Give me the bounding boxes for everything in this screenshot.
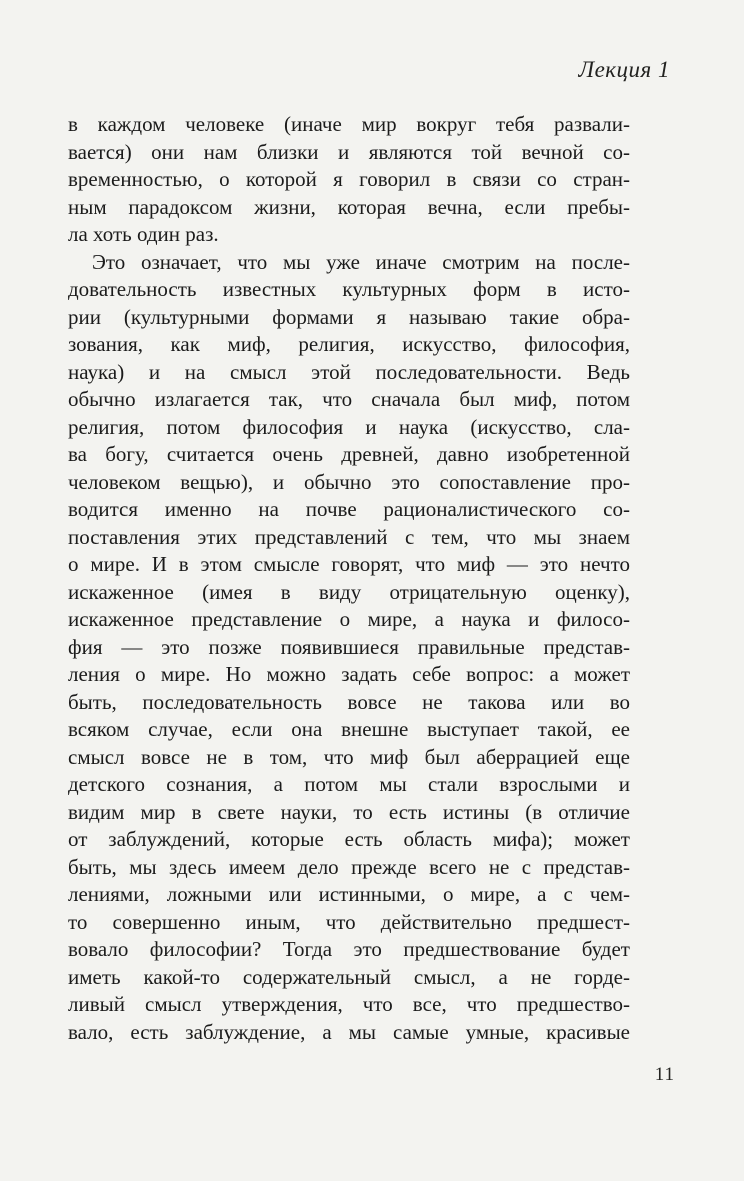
text-line: иметь какой-то содержательный смысл, а не горде- (68, 964, 630, 989)
running-header: Лекция 1 (578, 57, 670, 82)
text-line: временностью, о которой я говорил в связи со стран- (68, 167, 630, 191)
text-line: от заблуждений, которые есть область мифа); может (68, 827, 630, 851)
body-text (68, 111, 630, 1046)
text-line: видим мир в свете науки, то есть истины (в отличие (68, 799, 630, 824)
text-line: довательность известных культурных форм в исто- (68, 277, 630, 301)
text-line: ла хоть один раз. (68, 222, 219, 246)
text-line: обычно излагается так, что сначала был миф, потом (68, 387, 630, 411)
text-line: вовало философии? Тогда это предшествование будет (68, 937, 630, 961)
text-line: Это означает, что мы уже иначе смотрим на после- (92, 249, 630, 274)
text-line: быть, мы здесь имеем дело прежде всего не с представ- (68, 854, 630, 879)
text-line: искаженное представление о мире, а наука и филосо- (68, 607, 630, 631)
text-line: быть, последовательность вовсе не такова или во (68, 689, 630, 714)
text-line: вало, есть заблуждение, а мы самые умные, красивые (68, 1019, 630, 1044)
text-line: ва богу, считается очень древней, давно изобретенной (68, 442, 630, 466)
text-line: человеком вещью), и обычно это сопоставление про- (68, 469, 630, 494)
text-line: то совершенно иным, что действительно предшест- (68, 909, 630, 934)
text-line: всяком случае, если она внешне выступает такой, ее (68, 717, 630, 741)
text-line: рии (культурными формами я называю такие обра- (68, 304, 630, 329)
text-line: искаженное (имея в виду отрицательную оценку), (68, 579, 630, 604)
text-line: о мире. И в этом смысле говорят, что миф — это нечто (68, 552, 630, 576)
text-line: детского сознания, а потом мы стали взрослыми и (68, 772, 630, 796)
text-line: вается) они нам близки и являются той вечной со- (68, 139, 630, 164)
text-line: ления о мире. Но можно задать себе вопрос: а может (68, 662, 630, 686)
text-line: смысл вовсе не в том, что миф был аберрацией еще (68, 744, 630, 769)
text-line: ным парадоксом жизни, которая вечна, если пребы- (68, 194, 630, 219)
text-line: водится именно на почве рационалистического со- (68, 497, 630, 521)
text-line: зования, как миф, религия, искусство, философия, (68, 332, 630, 356)
text-line: религия, потом философия и наука (искусство, сла- (68, 414, 630, 439)
page-number: 11 (654, 1064, 675, 1085)
text-line: в каждом человеке (иначе мир вокруг тебя развали- (68, 112, 630, 136)
text-line: фия — это позже появившиеся правильные представ- (68, 634, 630, 659)
text-line: лениями, ложными или истинными, о мире, а с чем- (68, 882, 630, 906)
text-line: ливый смысл утверждения, что все, что предшество- (68, 992, 630, 1016)
text-line: поставления этих представлений с тем, что мы знаем (68, 524, 630, 549)
text-line: наука) и на смысл этой последовательности. Ведь (68, 359, 630, 384)
